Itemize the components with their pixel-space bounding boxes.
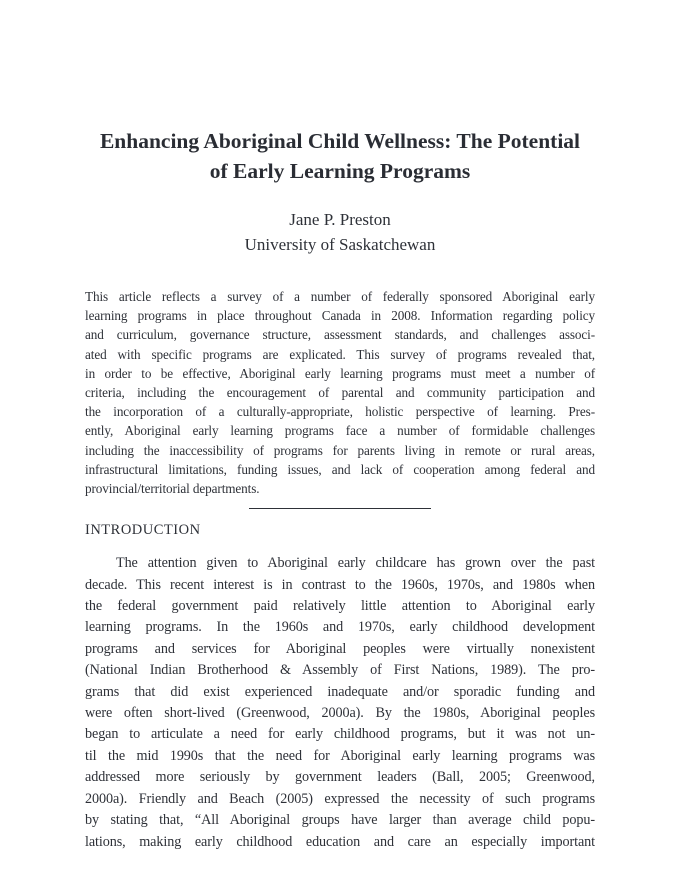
body-text-line: by stating that, “All Aboriginal groups have larger than average child popu- bbox=[85, 812, 595, 829]
section-heading-introduction: INTRODUCTION bbox=[85, 522, 201, 539]
abstract bbox=[85, 287, 595, 498]
abstract-line: including the inaccessibility of programs for parents living in remote or rural areas, bbox=[85, 442, 595, 458]
body-text-line: grams that did exist experienced inadequate and/or sporadic funding and bbox=[85, 683, 595, 700]
body-text-line: the federal government paid relatively little attention to Aboriginal early bbox=[85, 598, 595, 615]
abstract-line: the incorporation of a culturally-appropriate, holistic perspective of learning. Pres- bbox=[85, 404, 595, 420]
abstract-line: provincial/territorial departments. bbox=[85, 481, 260, 497]
body-text-line: The attention given to Aboriginal early childcare has grown over the past bbox=[116, 555, 595, 572]
abstract-line: This article reflects a survey of a number of federally sponsored Aboriginal early bbox=[85, 289, 595, 304]
abstract-line: ated with specific programs are explicated. This survey of programs revealed that, bbox=[85, 346, 595, 362]
page-title-line-1: Enhancing Aboriginal Child Wellness: The Potential bbox=[99, 129, 581, 153]
body-text-line: learning programs. In the 1960s and 1970s, early childhood development bbox=[85, 619, 595, 636]
abstract-line: in order to be effective, Aboriginal early learning programs must meet a number of bbox=[85, 365, 595, 381]
introduction-paragraph bbox=[85, 553, 595, 853]
author-name: Jane P. Preston bbox=[289, 210, 391, 229]
body-text-line: decade. This recent interest is in contrast to the 1960s, 1970s, and 1980s when bbox=[85, 576, 595, 593]
page-title-line-2: of Early Learning Programs bbox=[209, 159, 471, 183]
body-text-line: til the mid 1990s that the need for Aboriginal early learning programs was bbox=[85, 747, 595, 764]
abstract-line: infrastructural limitations, funding issues, and lack of cooperation among federal and bbox=[85, 461, 595, 477]
body-text-line: 2000a). Friendly and Beach (2005) expressed the necessity of such programs bbox=[85, 790, 595, 807]
byline bbox=[0, 207, 680, 257]
body-text-line: began to articulate a need for early childhood programs, but it was not un- bbox=[85, 726, 595, 743]
body-text-line: (National Indian Brotherhood & Assembly of First Nations, 1989). The pro- bbox=[85, 662, 595, 679]
body-text-line: were often short-lived (Greenwood, 2000a). By the 1980s, Aboriginal peoples bbox=[85, 705, 595, 722]
body-text-line: lations, making early childhood education and care an especially important bbox=[85, 833, 595, 850]
body-text-line: addressed more seriously by government leaders (Ball, 2005; Greenwood, bbox=[85, 769, 595, 786]
abstract-line: learning programs in place throughout Canada in 2008. Information regarding policy bbox=[85, 308, 595, 324]
abstract-line: ently, Aboriginal early learning programs face a number of formidable challenges bbox=[85, 423, 595, 439]
page-title bbox=[0, 126, 680, 186]
abstract-line: criteria, including the encouragement of parental and community participation and bbox=[85, 385, 595, 401]
section-divider-line bbox=[249, 508, 431, 509]
author-affiliation: University of Saskatchewan bbox=[244, 235, 436, 254]
body-text-line: programs and services for Aboriginal peoples were virtually nonexistent bbox=[85, 640, 595, 657]
abstract-line: and curriculum, governance structure, assessment standards, and challenges associ- bbox=[85, 327, 595, 343]
